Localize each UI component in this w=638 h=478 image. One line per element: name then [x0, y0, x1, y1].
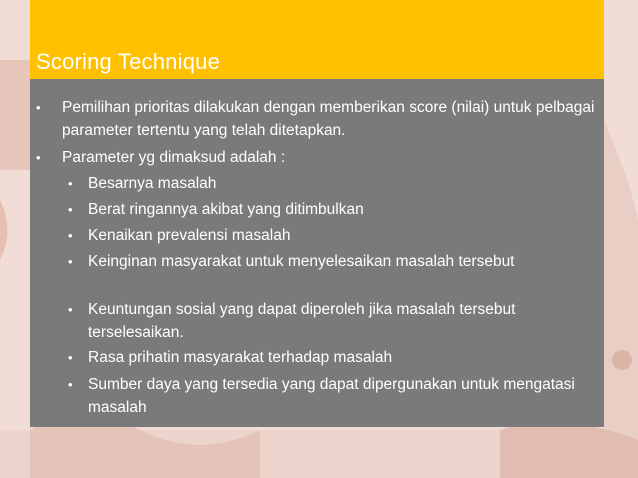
- sub-bullet-item: [68, 346, 600, 369]
- sub-bullet-item: [68, 224, 600, 247]
- bullet-icon: •: [68, 202, 73, 217]
- bullet-icon: •: [68, 228, 73, 243]
- bullet-icon: •: [36, 100, 41, 115]
- bullet-text: Parameter yg dimaksud adalah :: [62, 149, 286, 166]
- bullet-icon: •: [68, 377, 73, 392]
- bullet-text: Sumber daya yang tersedia yang dapat dipergunakan untuk mengatasi masalah: [88, 376, 575, 416]
- bullet-icon: •: [68, 254, 73, 269]
- sub-bullet-item: [68, 373, 600, 419]
- bullet-icon: •: [36, 150, 41, 165]
- sub-bullet-item: [68, 172, 600, 195]
- bullet-text: Kenaikan prevalensi masalah: [88, 227, 291, 244]
- bullet-item: [36, 96, 602, 142]
- bullet-text: Keuntungan sosial yang dapat diperoleh jika masalah tersebut terselesaikan.: [88, 301, 516, 341]
- bullet-icon: •: [68, 302, 73, 317]
- bullet-text: Berat ringannya akibat yang ditimbulkan: [88, 201, 364, 218]
- sub-bullet-item: [68, 298, 600, 344]
- bullet-text: Keinginan masyarakat untuk menyelesaikan masalah tersebut: [88, 253, 515, 270]
- bullet-text: Pemilihan prioritas dilakukan dengan memberikan score (nilai) untuk pelbagai parameter tertentu yang telah ditetapkan.: [62, 99, 595, 139]
- bullet-text: Besarnya masalah: [88, 175, 217, 192]
- bullet-icon: •: [68, 176, 73, 191]
- slide-title: Scoring Technique: [36, 49, 221, 74]
- sub-bullet-item: [68, 250, 600, 273]
- bullet-icon: •: [68, 350, 73, 365]
- sub-bullet-item: [68, 198, 600, 221]
- bullet-text: Rasa prihatin masyarakat terhadap masalah: [88, 349, 393, 366]
- bullet-item: [36, 146, 602, 169]
